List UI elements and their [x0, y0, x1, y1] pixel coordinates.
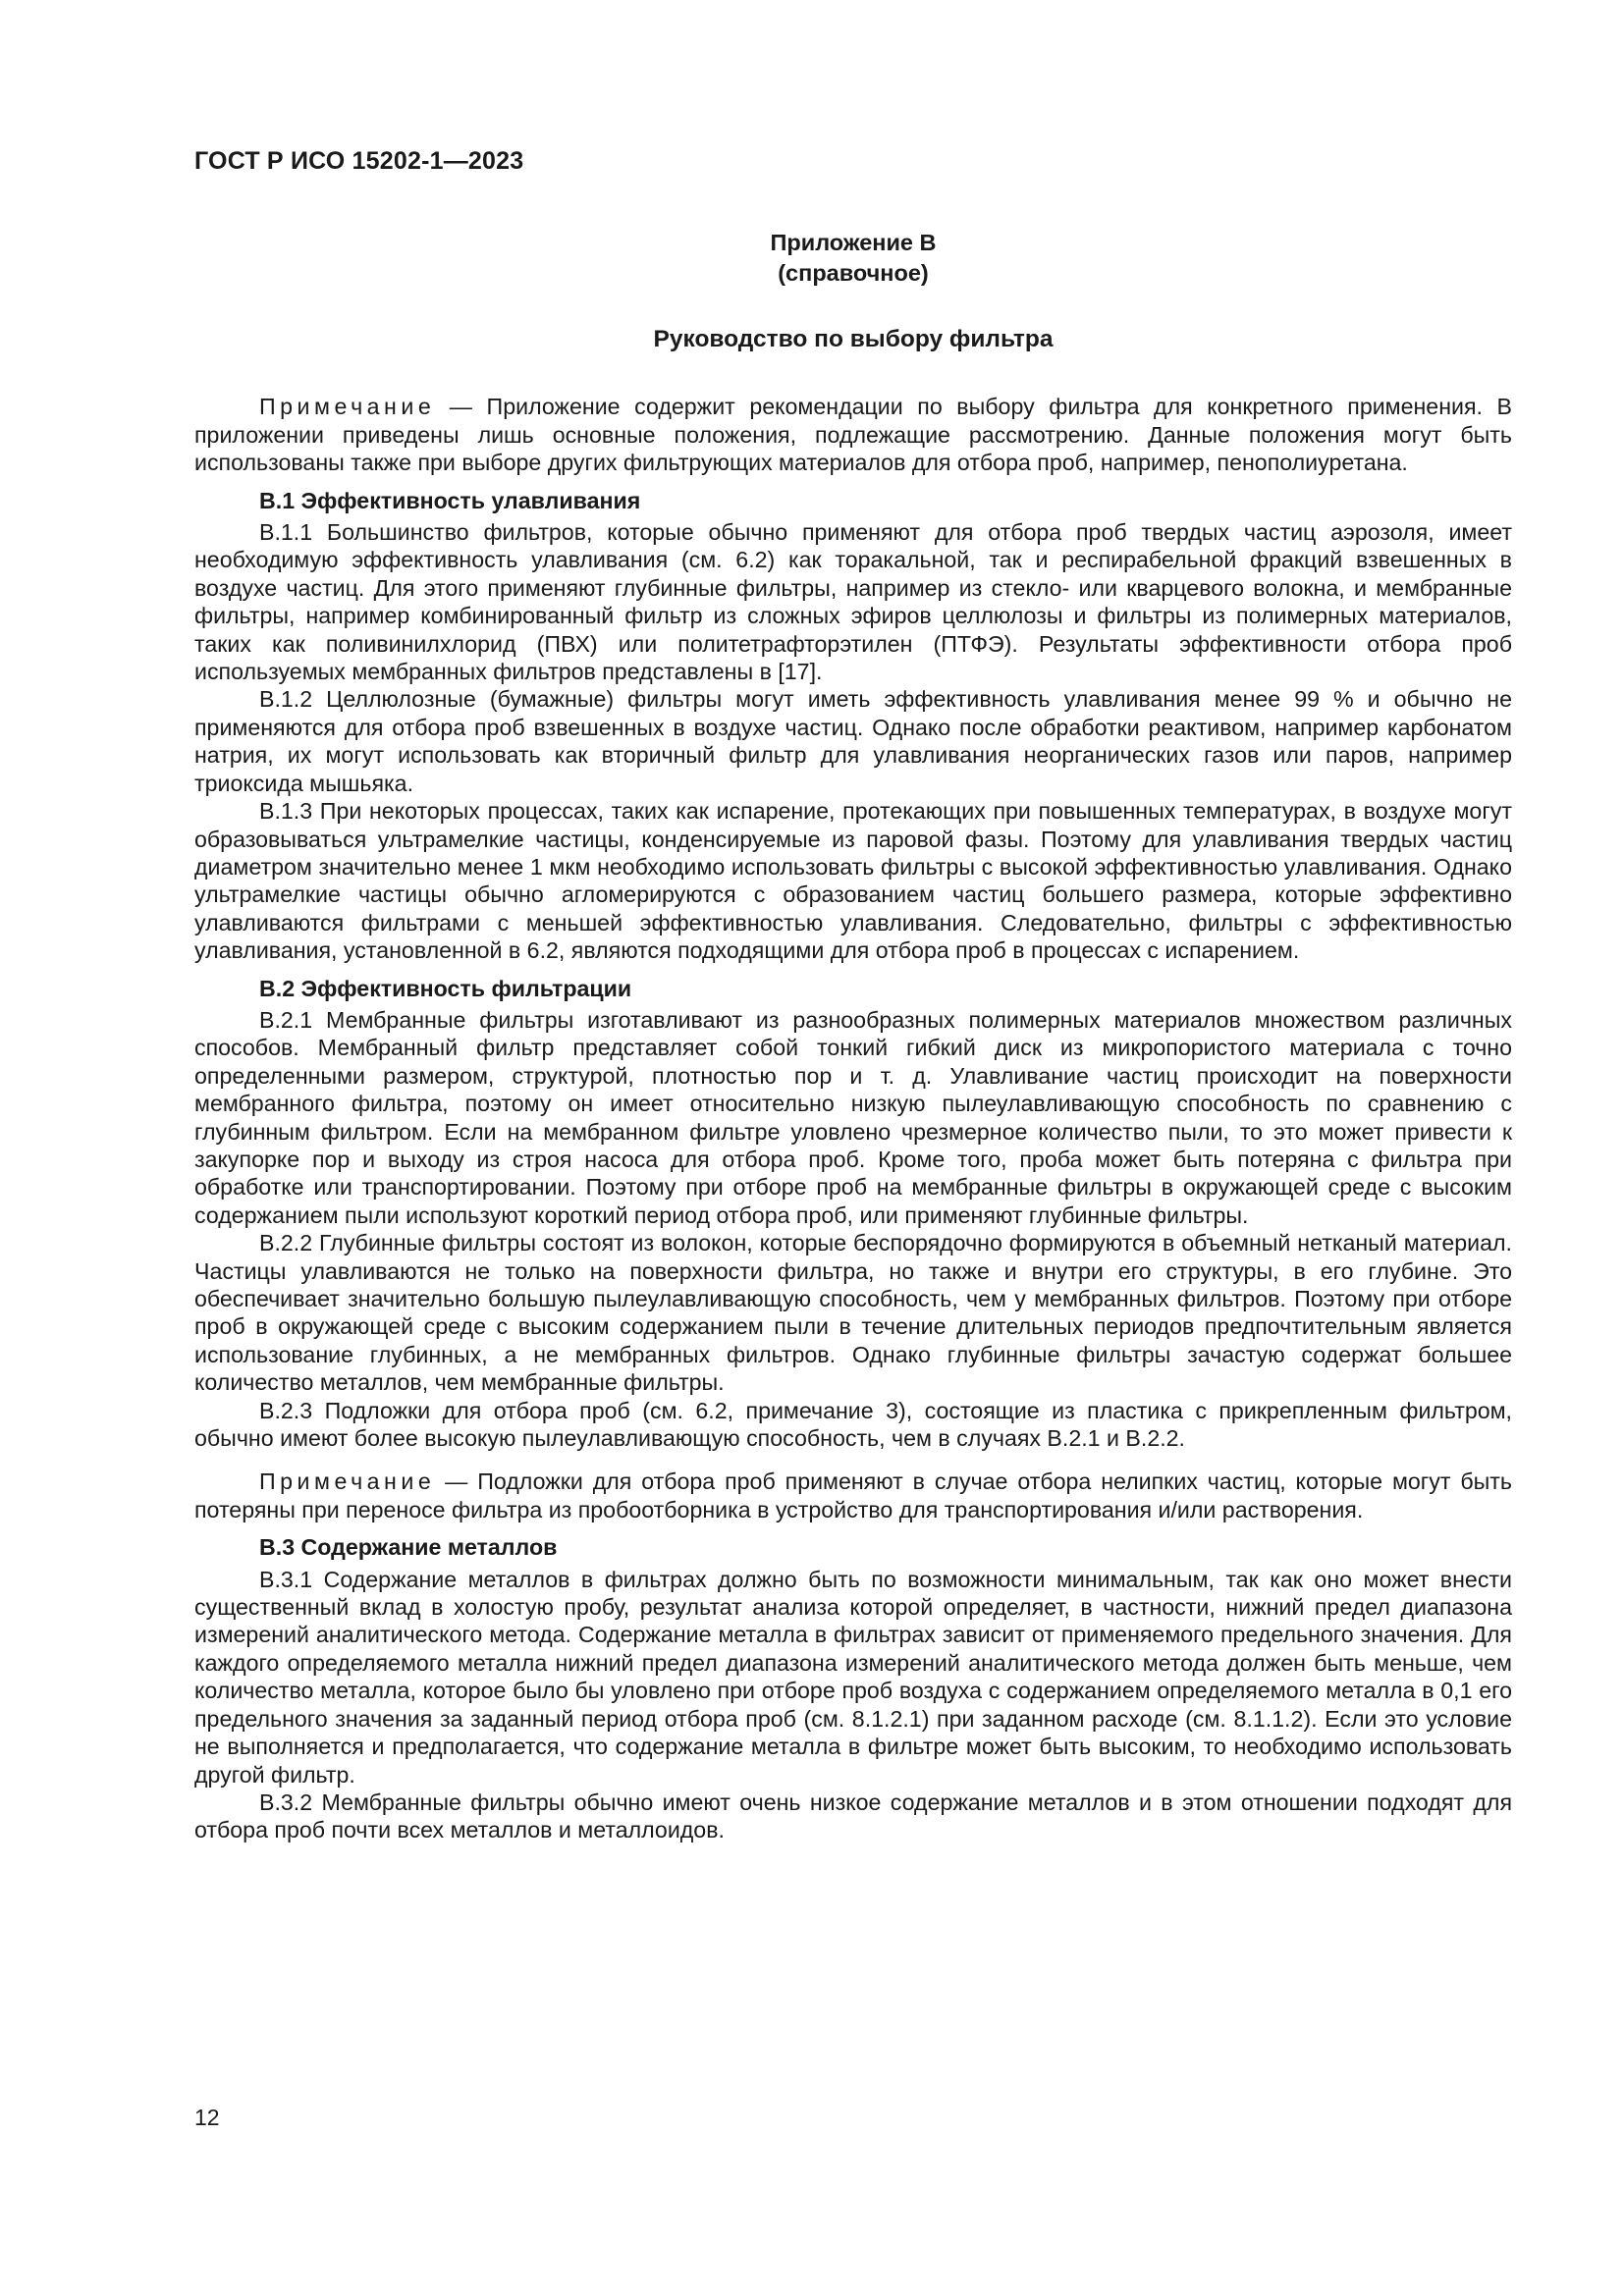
annex-title-line2: (справочное) — [778, 260, 929, 286]
page-number: 12 — [194, 2105, 220, 2130]
paragraph-b3-1: В.3.1 Содержание металлов в фильтрах должно быть по возможности минимальным, так как оно может внести существенный вклад в холостую пробу, результат анализа которой определяет, в частности, нижний предел диапазона измерений аналитического метода. Содержание металла в фильтрах зависит от применяемого предельного значения. Для каждого определяемого металла нижний предел диапазона измерений аналитического метода должен быть меньше, чем количество металла, которое было бы уловлено при отборе проб воздуха с содержанием определяемого металла в 0,1 его предельного значения за заданный период отбора проб (см. 8.1.2.1) при заданном расходе (см. 8.1.1.2). Если это условие не выполняется и предполагается, что содержание металла в фильтре может быть высоким, то необходимо использовать другой фильтр. — [194, 1566, 1512, 1788]
b2-note-text: — Подложки для отбора проб применяют в случае отбора нелипких частиц, которые могут быть потеряны при переносе фильтра из пробоотборника в устройство для транспортирования и/или растворения. — [194, 1468, 1512, 1522]
paragraph-b3-2: В.3.2 Мембранные фильтры обычно имеют очень низкое содержание металлов и в этом отношении подходят для отбора проб почти всех металлов и металлоидов. — [194, 1789, 1512, 1843]
paragraph-b2-1: В.2.1 Мембранные фильтры изготавливают из разнообразных полимерных материалов множеством различных способов. Мембранный фильтр представляет собой тонкий гибкий диск из микропористого материала с точно определенными размером, структурой, плотностью пор и т. д. Улавливание частиц происходит на поверхности мембранного фильтра, поэтому он имеет относительно низкую пылеулавливающую способность по сравнению с глубинным фильтром. Если на мембранном фильтре уловлено чрезмерное количество пыли, то это может привести к закупорке пор и выходу из строя насоса для отбора проб. Кроме того, проба может быть потеряна с фильтра при обработке или транспортировании. Поэтому при отборе проб на мембранные фильтры в окружающей среде с высоким содержанием пыли используют короткий период отбора проб, или применяют глубинные фильтры. — [194, 1006, 1512, 1228]
paragraph-b1-3: В.1.3 При некоторых процессах, таких как испарение, протекающих при повышенных температурах, в воздухе могут образовываться ультрамелкие частицы, конденсируемые из паровой фазы. Поэтому для улавливания твердых частиц диаметром значительно менее 1 мкм необходимо использовать фильтры с высокой эффективностью улавливания. Однако ультрамелкие частицы обычно агломерируются с образованием частиц большего размера, которые эффективно улавливаются фильтрами с меньшей эффективностью улавливания. Следовательно, фильтры с эффективностью улавливания, установленной в 6.2, являются подходящими для отбора проб в процессах с испарением. — [194, 798, 1512, 964]
section-heading-b1: В.1 Эффективность улавливания — [259, 487, 641, 513]
paragraph-b1-1: В.1.1 Большинство фильтров, которые обычно применяют для отбора проб твердых частиц аэрозоля, имеет необходимую эффективность улавливания (см. 6.2) как торакальной, так и респирабельной фракций взвешенных в воздухе частиц. Для этого применяют глубинные фильтры, например из стекло- или кварцевого волокна, и мембранные фильтры, например комбинированный фильтр из сложных эфиров целлюлозы и фильтры из полимерных материалов, таких как поливинилхлорид (ПВХ) или политетрафторэтилен (ПТФЭ). Результаты эффективности отбора проб используемых мембранных фильтров представлены в [17]. — [194, 519, 1512, 685]
intro-note — [194, 393, 1512, 476]
page-content — [194, 228, 1512, 1844]
document-code-header: ГОСТ Р ИСО 15202-1—2023 — [194, 147, 524, 175]
intro-note-label: Примечание — [259, 394, 436, 420]
annex-heading: Руководство по выбору фильтра — [653, 326, 1054, 352]
section-heading-b2: В.2 Эффективность фильтрации — [259, 975, 632, 1001]
b2-note-label: Примечание — [259, 1468, 436, 1495]
paragraph-b2-2: В.2.2 Глубинные фильтры состоят из волокон, которые беспорядочно формируются в объемный нетканый материал. Частицы улавливаются не только на поверхности фильтра, но также и внутри его структуры, в его глубине. Это обеспечивает значительно большую пылеулавливающую способность, чем у мембранных фильтров. Поэтому при отборе проб в окружающей среде с высоким содержанием пыли в течение длительных периодов предпочтительным является использование глубинных, а не мембранных фильтров. Однако глубинные фильтры зачастую содержат большее количество металлов, чем мембранные фильтры. — [194, 1230, 1512, 1396]
annex-title-line1: Приложение В — [770, 230, 937, 255]
paragraph-b1-2: В.1.2 Целлюлозные (бумажные) фильтры могут иметь эффективность улавливания менее 99 % и обычно не применяются для отбора проб взвешенных в воздухе частиц. Однако после обработки реактивом, например карбонатом натрия, их могут использовать как вторичный фильтр для улавливания неорганических газов или паров, например триоксида мышьяка. — [194, 686, 1512, 796]
paragraph-b2-3: В.2.3 Подложки для отбора проб (см. 6.2, примечание 3), состоящие из пластика с прикрепленным фильтром, обычно имеют более высокую пылеулавливающую способность, чем в случаях В.2.1 и В.2.2. — [194, 1397, 1512, 1452]
intro-note-text: — Приложение содержит рекомендации по выбору фильтра для конкретного применения. В приложении приведены лишь основные положения, подлежащие рассмотрению. Данные положения могут быть использованы также при выборе других фильтрующих материалов для отбора проб, например, пенополиуретана. — [194, 394, 1512, 476]
b2-note — [194, 1468, 1512, 1523]
section-heading-b3: В.3 Содержание металлов — [259, 1534, 558, 1561]
